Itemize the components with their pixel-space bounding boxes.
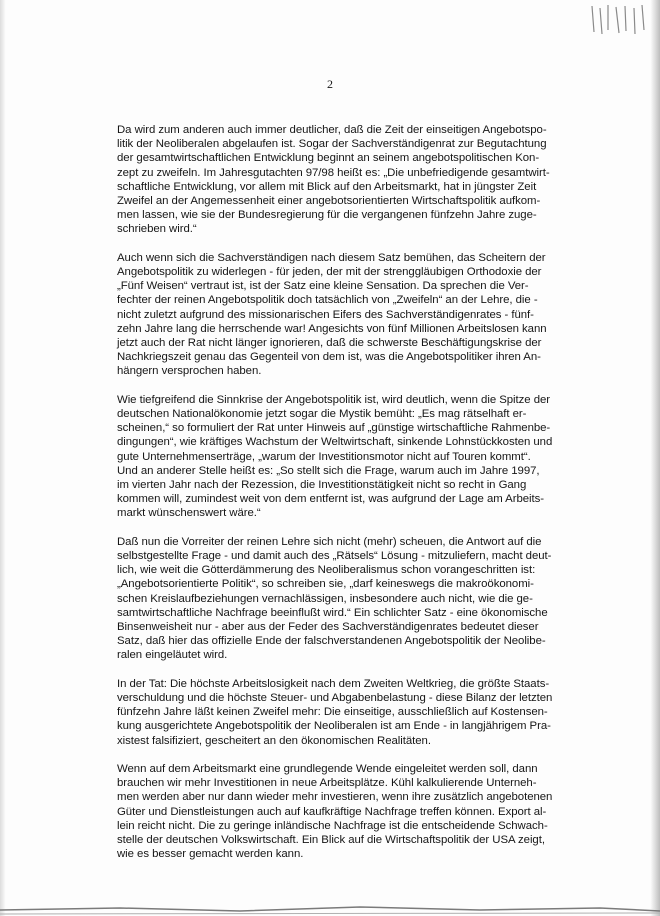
text-line: schrieben wird.“ bbox=[117, 223, 197, 236]
text-line: „Fünf Weisen“ vertraut ist, ist der Satz eine kleine Sensation. Da sprechen die Ver- bbox=[117, 280, 529, 293]
text-line: men werden aber nur dann wieder mehr investieren, wenn ihre zusätzlich angebotenen bbox=[117, 791, 553, 804]
text-line: Satz, daß hier das offizielle Ende der falschverstandenen Angebotspolitik der Neolibe- bbox=[117, 635, 546, 648]
text-line: litik der Neoliberalen abgelaufen ist. Sogar der Sachverständigenrat zur Begutachtung bbox=[117, 138, 547, 151]
text-line: xistest falsifiziert, gescheitert an den ökonomischen Realitäten. bbox=[117, 734, 431, 747]
scan-edge-right bbox=[650, 0, 660, 916]
text-line: lein reicht nicht. Die zu geringe inländische Nachfrage ist die entscheidende Schwach- bbox=[117, 819, 548, 832]
text-line: Da wird zum anderen auch immer deutlicher, daß die Zeit der einseitigen Angebotspo- bbox=[117, 124, 547, 136]
text-line: In der Tat: Die höchste Arbeitslosigkeit nach dem Zweiten Weltkrieg, die größte Staats- bbox=[117, 677, 550, 690]
text-line: Zweifel an der Angemessenheit einer angebotsorientierten Wirtschaftspolitik aufkom- bbox=[117, 195, 541, 207]
text-line: schaftliche Entwicklung, vor allem mit Blick auf den Arbeitsmarkt, hat in jüngster Zeit bbox=[117, 180, 537, 193]
text-line: Wenn auf dem Arbeitsmarkt eine grundlegende Wende eingeleitet werden soll, dann bbox=[117, 763, 538, 775]
text-line: kommen will, zumindest weit von dem entfernt ist, was aufgrund der Lage am Arbeits- bbox=[117, 493, 544, 506]
text-line: Wie tiefgreifend die Sinnkrise der Angebotspolitik ist, wird deutlich, wenn die Spitze der bbox=[117, 393, 551, 406]
text-line: kung ausgerichtete Angebotspolitik der Neoliberalen ist am Ende - in langjährigem Pra- bbox=[117, 720, 551, 733]
text-line: deutschen Nationalökonomie jetzt sogar die Mystik bemüht: „Es mag rätselhaft er- bbox=[117, 408, 527, 420]
text-line: Güter und Dienstleistungen auch auf kaufkräftige Nachfrage treffen können. Export al- bbox=[117, 805, 547, 818]
text-line: schen Kreislaufbeziehungen vernachlässigen, insbesondere auch nicht, wie die ge- bbox=[117, 592, 533, 605]
text-line: selbstgestellte Frage - und damit auch des „Rätsels“ Lösung - mitzuliefern, macht deut- bbox=[117, 550, 552, 562]
scan-edge-left bbox=[0, 0, 6, 916]
text-line: zept zu zweifeln. Im Jahresgutachten 97/98 heißt es: „Die unbefriedigende gesamtwirt- bbox=[117, 166, 550, 179]
text-line: Binsenweisheit nur - aber aus der Feder des Sachverständigenrates bedeutet dieser bbox=[117, 621, 539, 633]
text-line: „Angebotsorientierte Politik“, so schreiben sie, „darf keineswegs die makroökonomi- bbox=[117, 578, 534, 591]
text-line: zehn Jahre lang die herrschende war! Angesichts von fünf Millionen Arbeitslosen kann bbox=[117, 322, 547, 335]
text-line: der gesamtwirtschaftlichen Entwicklung beginnt an seinem angebotspolitischen Kon- bbox=[117, 152, 540, 165]
text-line: scheinen,“ so formuliert der Rat unter Hinweis auf „günstige wirtschaftliche Rahmenbe- bbox=[117, 422, 551, 435]
text-line: Angebotspolitik zu widerlegen - für jeden, der mit der strenggläubigen Orthodoxie der bbox=[117, 266, 542, 278]
text-line: Daß nun die Vorreiter der reinen Lehre sich nicht (mehr) scheuen, die Antwort auf die bbox=[117, 535, 542, 548]
text-line: hängern versprochen haben. bbox=[117, 365, 262, 378]
text-line: Und an anderer Stelle heißt es: „So stellt sich die Frage, warum auch im Jahre 1997, bbox=[117, 464, 540, 477]
text-line: Auch wenn sich die Sachverständigen nach diesem Satz bemühen, das Scheitern der bbox=[117, 251, 546, 264]
text-line: jetzt auch der Rat nicht länger ignorieren, daß die schwerste Beschäftigungskrise der bbox=[117, 337, 542, 349]
scan-artifact-marks bbox=[590, 4, 650, 36]
text-line: stelle der deutschen Volkswirtschaft. Ein Blick auf die Wirtschaftspolitik der USA zeigt, bbox=[117, 834, 545, 846]
text-line: wie es besser gemacht werden kann. bbox=[117, 848, 304, 861]
text-line: im vierten Jahr nach der Rezession, die Investitionstätigkeit nicht so recht in Gang bbox=[117, 479, 527, 491]
text-line: lich, wie weit die Götterdämmerung des Neoliberalismus schon vorangeschritten ist: bbox=[117, 564, 536, 577]
text-line: fünfzehn Jahre läßt keinen Zweifel mehr: Die einseitige, ausschließlich auf Kostensen- bbox=[117, 706, 548, 719]
text-line: men lassen, wie sie der Bundesregierung für die vergangenen fünfzehn Jahre zuge- bbox=[117, 209, 537, 222]
text-line: samtwirtschaftliche Nachfrage beeinflußt wird.“ Ein schlichter Satz - eine ökonomische bbox=[117, 606, 548, 619]
text-line: ralen eingeläutet wird. bbox=[117, 649, 228, 662]
page-number: 2 bbox=[327, 77, 333, 91]
text-line: nicht zuletzt aufgrund des missionarischen Eifers des Sachverständigenrates - fünf- bbox=[117, 308, 534, 321]
text-line: fechter der reinen Angebotspolitik doch tatsächlich von „Zweifeln“ an der Lehre, die - bbox=[117, 294, 538, 307]
text-line: gute Unternehmenserträge, „warum der Investitionsmotor nicht auf Touren kommt“. bbox=[117, 450, 531, 463]
text-line: dingungen“, wie kräftiges Wachstum der Weltwirtschaft, sinkende Lohnstückkosten und bbox=[117, 436, 553, 449]
text-line: brauchen wir mehr Investitionen in neue Arbeitsplätze. Kühl kalkulierende Unterneh- bbox=[117, 777, 537, 790]
scan-edge-bottom bbox=[0, 902, 660, 916]
text-line: verschuldung und die höchste Steuer- und Abgabenbelastung - diese Bilanz der letzten bbox=[117, 692, 553, 704]
text-line: markt wünschenswert wäre.“ bbox=[117, 507, 261, 520]
text-line: Nachkriegszeit genau das Gegenteil von dem ist, was die Angebotspolitiker ihren An- bbox=[117, 351, 541, 364]
